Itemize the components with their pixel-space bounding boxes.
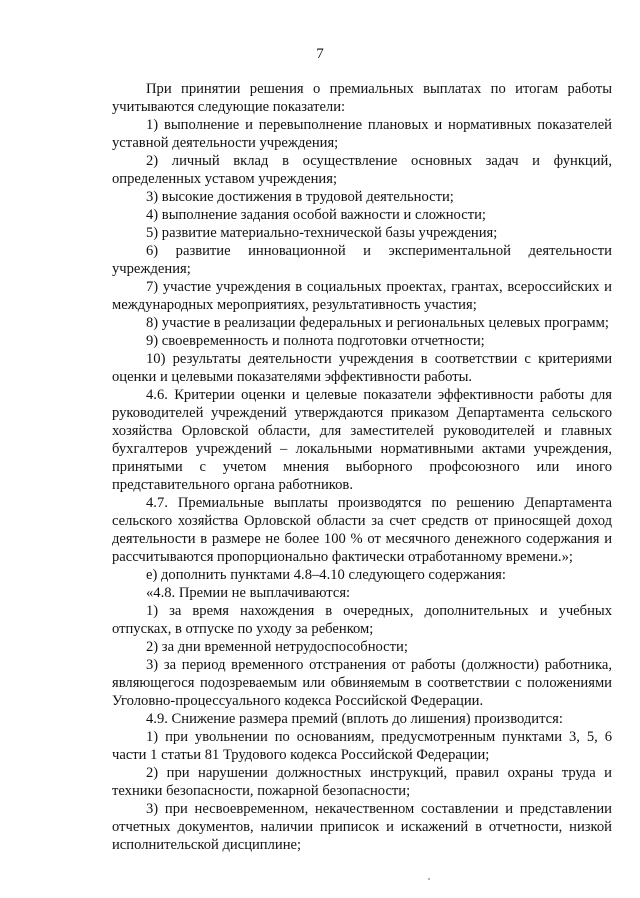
paragraph-4-9-item-2: 2) при нарушении должностных инструкций, правил охраны труда и техники безопасности, пожарной безопасности;: [112, 765, 612, 799]
paragraph-amendment-e: е) дополнить пунктами 4.8–4.10 следующего содержания:: [146, 567, 506, 583]
paragraph-4-8-item-2: 2) за дни временной нетрудоспособности;: [146, 639, 408, 655]
paragraph-item-9: 9) своевременность и полнота подготовки отчетности;: [146, 333, 485, 349]
paragraph-section-4-9: 4.9. Снижение размера премий (вплоть до лишения) производится:: [146, 711, 563, 727]
paragraph-section-4-7: 4.7. Премиальные выплаты производятся по решению Департамента сельского хозяйства Орловской области за счет средств от приносящей доход деятельности в размере не более 100 % от месячного денежного содержания и рассчитываются пропорционально фактически отработанному времени.»;: [112, 495, 612, 565]
scan-speck: [428, 878, 430, 880]
paragraph-item-8: 8) участие в реализации федеральных и региональных целевых программ;: [146, 315, 609, 331]
paragraph-item-3: 3) высокие достижения в трудовой деятельности;: [146, 189, 454, 205]
paragraph-4-9-item-1: 1) при увольнении по основаниям, предусмотренным пунктами 3, 5, 6 части 1 статьи 81 Трудового кодекса Российской Федерации;: [112, 729, 612, 763]
paragraph-item-2: 2) личный вклад в осуществление основных задач и функций, определенных уставом учреждения;: [112, 153, 612, 187]
paragraph-4-8-item-3: 3) за период временного отстранения от работы (должности) работника, являющегося подозреваемым или обвиняемым в соответствии с положениями Уголовно-процессуального кодекса Российской Федерации.: [112, 657, 612, 709]
paragraph-item-4: 4) выполнение задания особой важности и сложности;: [146, 207, 486, 223]
paragraph-section-4-8: «4.8. Премии не выплачиваются:: [146, 585, 351, 601]
paragraph-item-6: 6) развитие инновационной и экспериментальной деятельности учреждения;: [112, 243, 612, 277]
page-number: 7: [316, 46, 324, 62]
paragraph-4-9-item-3: 3) при несвоевременном, некачественном составлении и представлении отчетных документов, наличии приписок и искажений в отчетности, низкой исполнительской дисциплине;: [112, 801, 612, 853]
document-body: [112, 80, 612, 854]
paragraph-section-4-6: 4.6. Критерии оценки и целевые показатели эффективности работы для руководителей учреждений утверждаются приказом Департамента сельского хозяйства Орловской области, для заместителей руководителей и главных бухгалтеров учреждений – локальными нормативными актами учреждения, принятыми с учетом мнения выборного профсоюзного или иного представительного органа работников.: [112, 387, 612, 493]
paragraph-4-8-item-1: 1) за время нахождения в очередных, дополнительных и учебных отпусках, в отпуске по уходу за ребенком;: [112, 603, 612, 637]
paragraph-item-5: 5) развитие материально-технической базы учреждения;: [146, 225, 498, 241]
paragraph-intro: При принятии решения о премиальных выплатах по итогам работы учитываются следующие показатели:: [112, 81, 612, 115]
paragraph-item-7: 7) участие учреждения в социальных проектах, грантах, всероссийских и международных мероприятиях, результативность участия;: [112, 279, 612, 313]
paragraph-item-10: 10) результаты деятельности учреждения в соответствии с критериями оценки и целевыми показателями эффективности работы.: [112, 351, 612, 385]
paragraph-item-1: 1) выполнение и перевыполнение плановых и нормативных показателей уставной деятельности учреждения;: [112, 117, 612, 151]
